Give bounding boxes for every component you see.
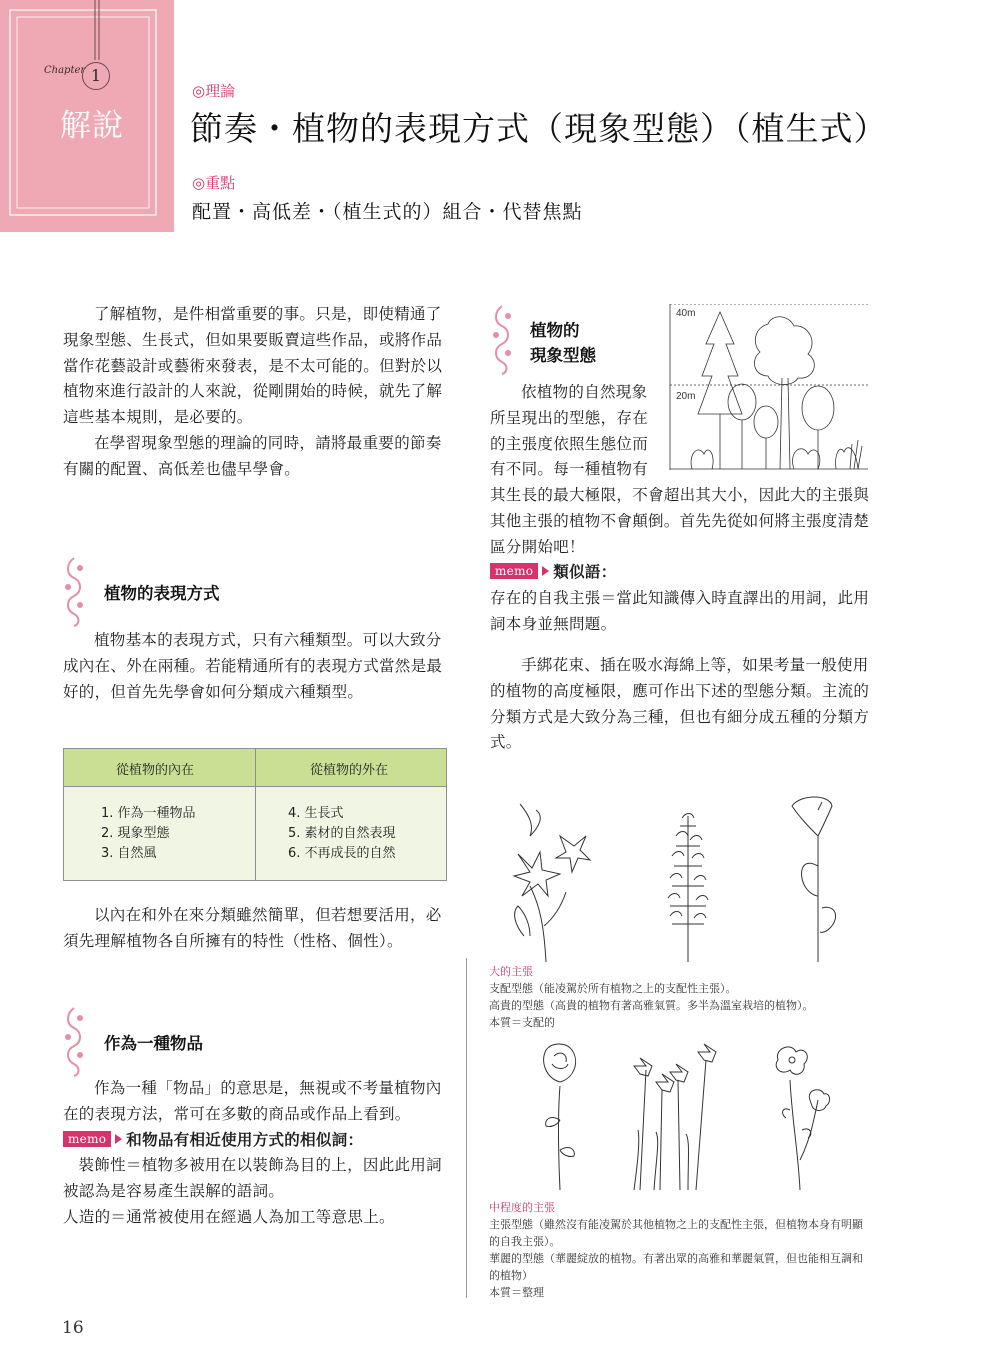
- keypoint-text: 配置・高低差・（植生式的）組合・代替焦點: [192, 201, 583, 223]
- memo-item: 裝飾性＝植物多被用在以裝飾為目的上，因此此用詞被認為是容易產生誤解的語詞。: [63, 1156, 442, 1201]
- inner-list: [101, 804, 196, 864]
- memo-line: [490, 560, 870, 586]
- outer-list: [288, 804, 396, 864]
- section2-text: [63, 1076, 447, 1231]
- table-column-divider: [255, 749, 256, 880]
- text-line: 所呈現出的型態，存在: [490, 408, 649, 427]
- caption-medium-presence: [489, 1199, 869, 1301]
- theory-label: ◎理論: [192, 82, 236, 100]
- list-item: 5. 素材的自然表現: [288, 826, 396, 841]
- after-table-paragraph: 以內在和外在來分類雖然簡單，但若想要活用，必須先理解植物各自所擁有的特性（性格、個性）。: [63, 906, 442, 950]
- text-line: 依植物的自然現象: [521, 383, 648, 401]
- memo-line: [63, 1128, 447, 1154]
- section-heading-object: 作為一種物品: [104, 1034, 203, 1053]
- text-line: 有不同。每一種植物有: [490, 460, 649, 479]
- section-heading-line: 植物的: [530, 321, 580, 340]
- caption-large-presence: [489, 963, 869, 1031]
- section-heading-phenomenon: [530, 318, 596, 368]
- height-label-20m: 20m: [676, 391, 696, 402]
- classification-table: [63, 748, 447, 881]
- intro-text: [63, 302, 447, 483]
- medium-presence-flowers-illustration: [510, 1040, 850, 1190]
- flourish-ornament-icon: [62, 1006, 88, 1078]
- list-item: 2. 現象型態: [101, 826, 170, 841]
- caption-rule: [466, 958, 467, 1298]
- chapter-label: 解說: [60, 108, 124, 144]
- text-line: 的主張度依照生態位而: [490, 434, 649, 453]
- page-title: 節奏・植物的表現方式（現象型態）（植生式）: [190, 109, 888, 148]
- list-item: 4. 生長式: [288, 806, 344, 821]
- large-presence-flowers-illustration: [500, 796, 860, 962]
- flourish-ornament-icon: [62, 556, 88, 628]
- caption-line: 支配型態（能凌駕於所有植物之上的支配性主張）。: [489, 982, 737, 995]
- caption-line: 本質＝整理: [489, 1286, 544, 1299]
- chapter-word: Chapter: [44, 65, 86, 76]
- tree-height-illustration: [668, 304, 870, 472]
- section1-text: [63, 628, 447, 705]
- arrow-right-icon: [115, 1134, 122, 1144]
- caption-line: 華麗的型態（華麗綻放的植物。有著出眾的高雅和華麗氣質，但也能相互調和的植物）: [489, 1252, 863, 1282]
- page-number: 16: [62, 1318, 84, 1338]
- flourish-ornament-icon: [490, 304, 516, 376]
- caption-line: 本質＝支配的: [489, 1016, 555, 1029]
- memo-item: 人造的＝通常被使用在經過人為加工等意思上。: [63, 1207, 395, 1226]
- caption-heading: 大的主張: [489, 965, 533, 978]
- after-table-text: [63, 903, 447, 955]
- section-heading-expression: 植物的表現方式: [104, 584, 220, 603]
- section1-paragraph: 植物基本的表現方式，只有六種類型。可以大致分成內在、外在兩種。若能精通所有的表現方式當然是最好的，但首先先學會如何分類成六種類型。: [63, 631, 443, 701]
- table-header-inner: 從植物的內在: [116, 763, 195, 778]
- right-wrapped-text: [490, 380, 660, 483]
- caption-line: 主張型態（雖然沒有能凌駕於其他植物之上的支配性主張，但植物本身有明顯的自我主張）。: [489, 1218, 863, 1248]
- right-paragraph-2: 手綁花束、插在吸水海綿上等，如果考量一般使用的植物的高度極限，應可作出下述的型態分類。主流的分類方式是大致分為三種，但也有細分成五種的分類方式。: [490, 656, 870, 752]
- section2-paragraph: 作為一種「物品」的意思是，無視或不考量植物內在的表現方法，常可在多數的商品或作品上看到。: [63, 1079, 442, 1123]
- memo-title: 類似語：: [553, 563, 617, 582]
- memo-text: 存在的自我主張＝當此知識傳入時直譯出的用詞，此用詞本身並無問題。: [490, 589, 870, 633]
- intro-paragraph-1: 了解植物，是件相當重要的事。只是，即使精通了現象型態、生長式，但如果要販賣這些作品，或將作品當作花藝設計或藝術來發表，是不太可能的。但對於以植物來進行設計的人來說，從剛開始的時候，就先了解這些基本規則，是必要的。: [63, 305, 443, 427]
- caption-line: 高貴的型態（高貴的植物有著高雅氣質。多半為溫室栽培的植物）。: [489, 999, 814, 1012]
- list-item: 3. 自然風: [101, 846, 157, 861]
- right-text-block: [490, 483, 870, 638]
- memo-badge: memo: [490, 563, 538, 579]
- list-item: 6. 不再成長的自然: [288, 846, 396, 861]
- right-paragraph: 其生長的最大極限，不會超出其大小，因此大的主張與其他主張的植物不會顛倒。首先先從如何將主張度清楚區分開始吧！: [490, 486, 870, 556]
- chapter-number: 1: [82, 62, 110, 90]
- section-heading-line: 現象型態: [530, 346, 596, 365]
- list-item: 1. 作為一種物品: [101, 806, 196, 821]
- height-label-40m: 40m: [676, 308, 696, 319]
- caption-heading: 中程度的主張: [489, 1201, 555, 1214]
- table-header-outer: 從植物的外在: [310, 763, 389, 778]
- right-para2: [490, 653, 870, 756]
- memo-title: 和物品有相近使用方式的相似詞：: [126, 1130, 364, 1149]
- keypoint-label: ◎重點: [192, 174, 236, 192]
- intro-paragraph-2: 在學習現象型態的理論的同時，請將最重要的節奏有關的配置、高低差也儘早學會。: [63, 433, 442, 478]
- memo-badge: memo: [63, 1131, 111, 1147]
- arrow-right-icon: [542, 566, 549, 576]
